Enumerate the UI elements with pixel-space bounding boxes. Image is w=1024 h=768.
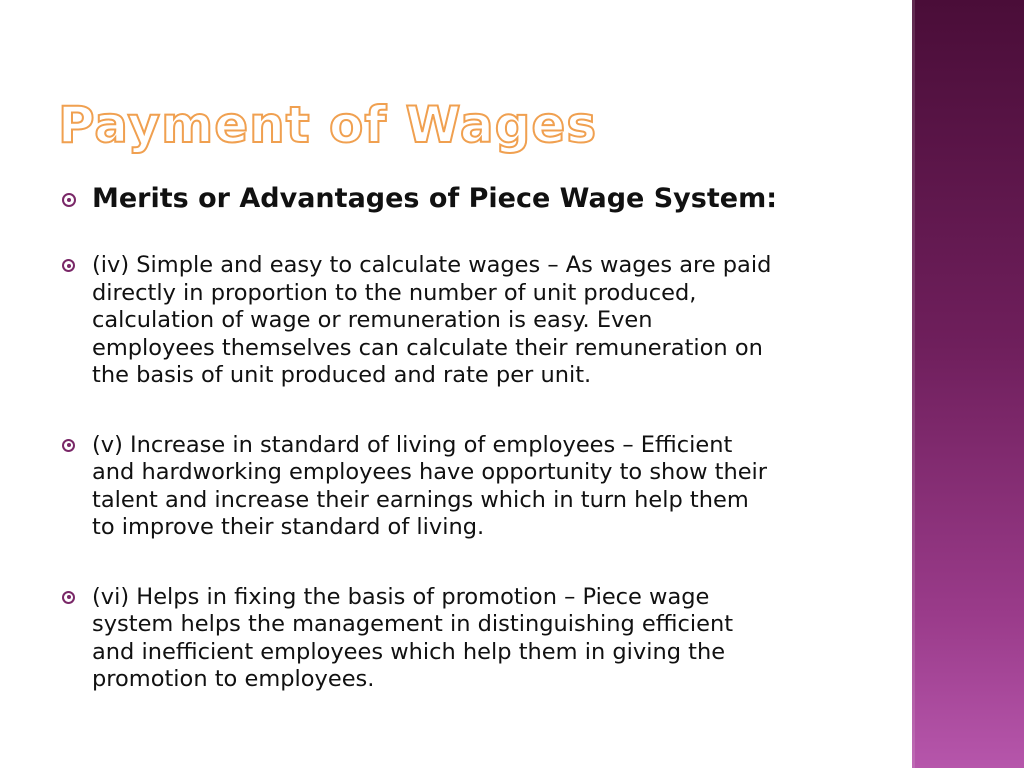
point-line: system helps the management in distinguishing efficient <box>92 611 734 637</box>
point-line: directly in proportion to the number of unit produced, <box>92 279 697 306</box>
decorative-side-band <box>912 0 1024 768</box>
point-line: promotion to employees. <box>92 666 375 692</box>
bullet-point-iv <box>62 252 892 390</box>
circle-bullet-icon <box>62 591 75 604</box>
bullet-point-vi <box>62 584 892 694</box>
circle-bullet-icon <box>62 193 76 207</box>
point-line: (vi) Helps in fixing the basis of promotion – Piece wage <box>92 583 710 610</box>
heading-text: Merits or Advantages of Piece Wage System: <box>92 183 778 214</box>
circle-bullet-icon <box>62 259 75 272</box>
point-line: talent and increase their earnings which in turn help them <box>92 486 749 513</box>
point-line: and inefficient employees which help them in giving the <box>92 638 726 665</box>
point-line: and hardworking employees have opportunity to show their <box>92 459 768 485</box>
bullet-point-v <box>62 432 892 542</box>
point-line: the basis of unit produced and rate per unit. <box>92 362 592 388</box>
point-line: to improve their standard of living. <box>92 514 485 540</box>
bullet-heading <box>62 180 892 218</box>
circle-bullet-icon <box>62 439 75 452</box>
point-line: (v) Increase in standard of living of employees – Efficient <box>92 431 733 458</box>
slide-title: Payment of Wages <box>58 96 598 154</box>
side-band-edge <box>912 0 915 768</box>
slide-content <box>62 180 892 736</box>
point-line: employees themselves can calculate their remuneration on <box>92 334 763 361</box>
point-line: calculation of wage or remuneration is easy. Even <box>92 307 653 333</box>
point-line: (iv) Simple and easy to calculate wages – As wages are paid <box>92 252 772 278</box>
